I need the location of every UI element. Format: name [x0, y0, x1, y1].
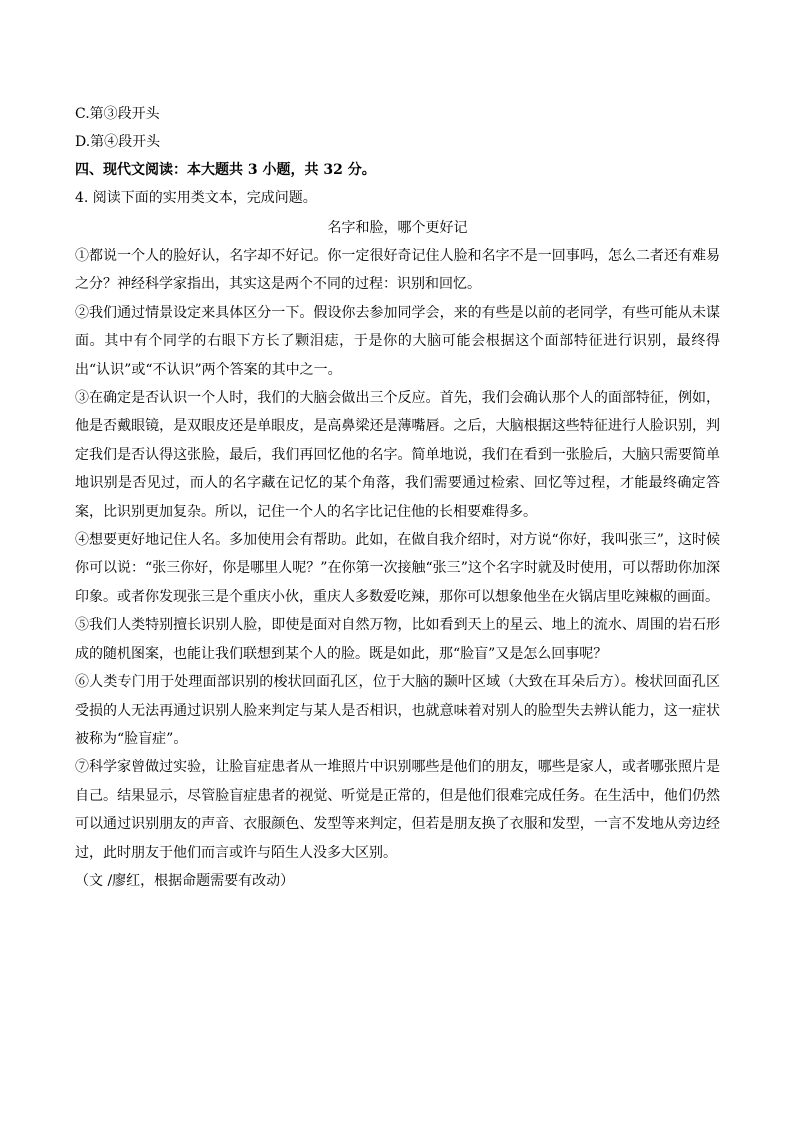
- article-paragraph-1: ①都说一个人的脸好认，名字却不好记。你一定很好奇记住人脸和名字不是一回事吗，怎么二者还有难易之分？神经科学家指出，其实这是两个不同的过程：识别和回忆。: [75, 248, 720, 293]
- question-intro: 4. 阅读下面的实用类文本，完成问题。: [75, 190, 317, 206]
- article-paragraph-2: ②我们通过情景设定来具体区分一下。假设你去参加同学会，来的有些是以前的老同学，有些可能从未谋面。其中有个同学的右眼下方长了颗泪痣，于是你的大脑可能会根据这个面部特征进行识别，最终得出“认识”或“不认识”两个答案的其中之一。: [75, 304, 720, 378]
- option-c: C.第③段开头: [75, 106, 160, 122]
- article-paragraph-5: ⑤我们人类特别擅长识别人脸，即使是面对自然万物，比如看到天上的星云、地上的流水、周围的岩石形成的随机图案，也能让我们联想到某个人的脸。既是如此，那“脸盲”又是怎么回事呢？: [75, 617, 720, 662]
- article-paragraph-4: ④想要更好地记住人名。多加使用会有帮助。此如，在做自我介绍时，对方说“你好，我叫张三”，这时候你可以说：“张三你好，你是哪里人呢？”在你第一次接触“张三”这个名字时就及时使用，可以帮助你加深印象。或者你发现张三是个重庆小伙，重庆人多数爱吃辣，那你可以想象他坐在火锅店里吃辣椒的画面。: [75, 532, 720, 605]
- document-page: [75, 100, 720, 895]
- article-source: （文 /廖红，根据命题需要有改动）: [75, 872, 295, 889]
- section-heading: 四、现代文阅读：本大题共 3 小题，共 32 分。: [75, 162, 376, 178]
- option-d: D.第④段开头: [75, 134, 161, 150]
- article-paragraph-3: ③在确定是否认识一个人时，我们的大脑会做出三个反应。首先，我们会确认那个人的面部特征，例如，他是否戴眼镜，是双眼皮还是单眼皮，是高鼻梁还是薄嘴唇。之后，大脑根据这些特征进行人脸识别，判定我们是否认得这张脸，最后，我们再回忆他的名字。简单地说，我们在看到一张脸后，大脑只需要简单地识别是否见过，而人的名字藏在记忆的某个角落，我们需要通过检索、回忆等过程，才能最终确定答案，比识别更加复杂。所以，记住一个人的名字比记住他的长相要难得多。: [75, 390, 720, 520]
- article-title: 名字和脸，哪个更好记: [327, 220, 468, 236]
- article-paragraph-6: ⑥人类专门用于处理面部识别的梭状回面孔区，位于大脑的颞叶区域（大致在耳朵后方）。梭状回面孔区受损的人无法再通过识别人脸来判定与某人是否相识，也就意味着对别人的脸型失去辨认能力，这一症状被称为“脸盲症”。: [75, 674, 720, 747]
- article-paragraph-7: ⑦科学家曾做过实验，让脸盲症患者从一堆照片中识别哪些是他们的朋友，哪些是家人，或者哪张照片是自己。结果显示，尽管脸盲症患者的视觉、听觉是正常的，但是他们很难完成任务。在生活中，他们仍然可以通过识别朋友的声音、衣服颜色、发型等来判定，但若是朋友换了衣服和发型，一言不发地从旁边经过，此时朋友于他们而言或许与陌生人没多大区别。: [75, 759, 720, 861]
